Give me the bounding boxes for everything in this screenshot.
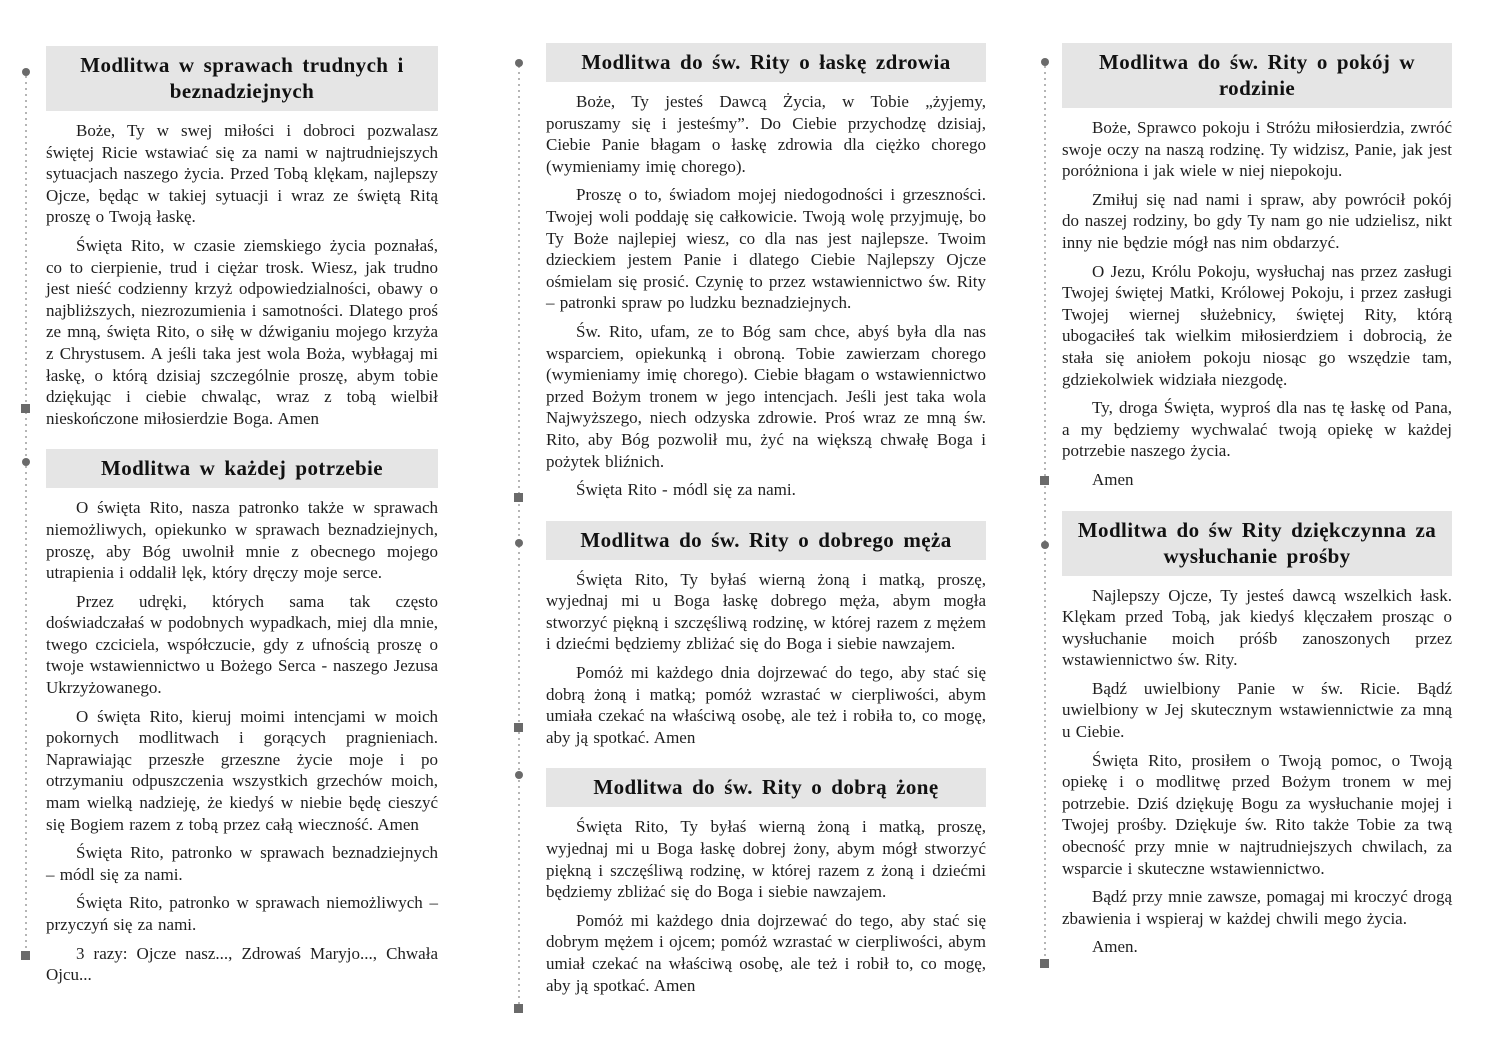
prayer-paragraph: Ty, droga Święta, wyproś dla nas tę łaskę od Pana, a my będziemy wychwalać twoją opiekę w każdej potrzebie naszego życia. — [1062, 398, 1452, 461]
prayer-title: Modlitwa do św. Rity o pokój w rodzinie — [1062, 43, 1452, 108]
prayer-title: Modlitwa do św. Rity o dobrego męża — [546, 521, 986, 560]
fold-dot-marker — [1041, 541, 1049, 549]
prayer-paragraph: Najlepszy Ojcze, Ty jesteś dawcą wszelkich łask. Klękam przed Tobą, jak kiedyś klęczałem prosząc o wysłuchanie moich próśb zanoszonych przez wstawiennictwo św. Rity. — [1062, 585, 1452, 670]
prayer-section — [1062, 511, 1452, 959]
prayer-paragraph: O Jezu, Królu Pokoju, wysłuchaj nas przez zasługi Twojej świętej Matki, Królowej Pokoju, i przez zasługi Twojej wiernej służebnicy, świętej Rity, którą ubogaciłeś tak wielkim miłosierdziem i dobrocią, że stała się aniołem pokoju niosąc go wszędzie tam, gdziekolwiek widziała niezgodę. — [1062, 261, 1452, 389]
column-middle — [546, 0, 986, 996]
prayer-section — [546, 521, 986, 749]
prayer-paragraph: O święta Rito, nasza patronko także w sprawach niemożliwych, opiekunko w sprawach beznadziejnych, proszę, aby Bóg uwolnił mnie z obecnego mojego utrapienia i oddalił lęk, który dręczy moje serce. — [46, 498, 438, 583]
fold-line-middle-2 — [1044, 60, 1046, 968]
fold-square-marker — [514, 493, 523, 502]
prayer-paragraph: Pomóż mi każdego dnia dojrzewać do tego, aby stać się dobrym mężem i ojcem; pomóż wzrastać w cierpliwości, abym umiał czekać na właściwą osobę, ale też i robił to, co mogę, aby ją spotkać. Amen — [546, 910, 986, 995]
prayer-paragraph: Amen — [1092, 469, 1134, 489]
fold-dot-marker — [22, 68, 30, 76]
prayer-section — [1062, 43, 1452, 491]
prayer-paragraph: Bądź uwielbiony Panie w św. Ricie. Bądź uwielbiony w Jej skutecznym wstawiennictwie za mną u Ciebie. — [1062, 678, 1452, 742]
prayer-paragraph: O święta Rito, kieruj moimi intencjami w moich pokornych modlitwach i gorących pragnieniach. Naprawiając przeszłe grzeszne życie moje i po otrzymaniu odpuszczenia wszystkich grzechów moich, mam wielką nadzieję, że kiedyś w niebie będę cieszyć się Bogiem razem z tobą przez całą wieczność. Amen — [46, 706, 438, 834]
fold-square-marker — [514, 1004, 523, 1013]
prayer-paragraph: Amen. — [1092, 937, 1138, 957]
prayer-title: Modlitwa do św Rity dziękczynna za wysłuchanie prośby — [1062, 511, 1452, 576]
prayer-paragraph: Bądź przy mnie zawsze, pomagaj mi kroczyć drogą zbawienia i wspieraj w każdej chwili mego życia. — [1062, 887, 1452, 928]
prayer-section — [46, 449, 438, 985]
column-left — [46, 0, 438, 986]
prayer-paragraph: Boże, Sprawco pokoju i Stróżu miłosierdzia, zwróć swoje oczy na naszą rodzinę. Ty widzisz, Panie, jak jest poróżniona i jak wiele w niej niepokoju. — [1062, 118, 1452, 181]
fold-dot-marker — [515, 59, 523, 67]
prayer-paragraph: Święta Rito, patronko w sprawach beznadziejnych – módl się za nami. — [46, 843, 438, 884]
fold-square-marker — [21, 951, 30, 960]
prayer-paragraph: Zmiłuj się nad nami i spraw, aby powrócił pokój do naszej rodziny, bo gdy Ty nam go nie udzielisz, nikt inny nie będzie mógł nas nim obdarzyć. — [1062, 189, 1452, 252]
fold-dot-marker — [1041, 58, 1049, 66]
fold-dot-marker — [515, 771, 523, 779]
prayer-section — [546, 768, 986, 996]
fold-square-marker — [1040, 476, 1049, 485]
fold-line-middle-1 — [518, 60, 520, 1010]
fold-square-marker — [21, 404, 30, 413]
fold-square-marker — [1040, 959, 1049, 968]
prayer-paragraph: Święta Rito - módl się za nami. — [576, 480, 796, 500]
prayer-section — [46, 46, 438, 429]
column-right — [1062, 0, 1452, 958]
prayer-paragraph: Święta Rito, patronko w sprawach niemożliwych – przyczyń się za nami. — [46, 893, 438, 934]
fold-dot-marker — [22, 458, 30, 466]
prayer-paragraph: Proszę o to, świadom mojej niedogodności i grzeszności. Twojej woli poddaję się całkowicie. Twoją wolę przyjmuję, bo Ty Boże najlepiej wiesz, co dla nas jest najlepsze. Twoim dzieckiem jestem Panie i dlatego Ciebie Najlepszy Ojcze ośmielam się prosić. Czynię to przez wstawiennictwo św. Rity – patronki spraw po ludzku beznadziejnych. — [546, 185, 986, 313]
prayer-title: Modlitwa do św. Rity o dobrą żonę — [546, 768, 986, 807]
prayer-paragraph: Boże, Ty w swej miłości i dobroci pozwalasz świętej Ricie wstawiać się za nami w najtrudniejszych sytuacjach naszego życia. Przed Tobą klękam, najlepszy Ojcze, będąc w takiej sytuacji i wraz ze świętą Ritą proszę o Twoją łaskę. — [46, 121, 438, 227]
prayer-paragraph: Święta Rito, w czasie ziemskiego życia poznałaś, co to cierpienie, trud i ciężar trosk. Wiesz, jak trudno jest nieść codzienny krzyż odpowiedzialności, obawy o najbliższych, niezrozumienia i samotności. Dlatego proś ze mną, święta Rito, o siłę w dźwiganiu mojego krzyża z Chrystusem. A jeśli taka jest wola Boża, wybłagaj mi łaskę, o którą dzisiaj szczególnie proszę, abym tobie dziękując i ciebie chwaląc, wraz z tobą wielbił nieskończone miłosierdzie Boga. Amen — [46, 235, 438, 428]
prayer-paragraph: Św. Rito, ufam, ze to Bóg sam chce, abyś była dla nas wsparciem, opiekunką i obroną. Tobie zawierzam chorego (wymieniamy imię chorego). Ciebie błagam o wstawiennictwo przed Bożym tronem w jego intencjach. Jeśli jest taka wola Najwyższego, niech odzyska zdrowie. Proś wraz ze mną św. Rito, aby Bóg pozwolił mu, żyć na większą chwałę Boga i pożytek bliźnich. — [546, 321, 986, 471]
prayer-title: Modlitwa do św. Rity o łaskę zdrowia — [546, 43, 986, 82]
fold-dot-marker — [515, 539, 523, 547]
prayer-paragraph: Pomóż mi każdego dnia dojrzewać do tego, aby stać się dobrą żoną i matką; pomóż wzrastać w cierpliwości, abym umiała czekać na właściwą osobę, ale też i robiła to, co mogę, aby ją spotkać. Amen — [546, 663, 986, 747]
prayer-paragraph: Święta Rito, prosiłem o Twoją pomoc, o Twoją opiekę i o modlitwę przed Bożym tronem w mej potrzebie. Dziś dziękuję Bogu za wysłuchanie mojej i Twojej prośby. Dziękuje św. Rito także Tobie za twą obecność przy mnie w najtrudniejszych chwilach, za wsparcie i skuteczne wstawiennictwo. — [1062, 750, 1452, 878]
prayer-paragraph: 3 razy: Ojcze nasz..., Zdrowaś Maryjo..., Chwała Ojcu... — [46, 943, 438, 985]
prayer-title: Modlitwa w każdej potrzebie — [46, 449, 438, 488]
prayer-paragraph: Święta Rito, Ty byłaś wierną żoną i matką, proszę, wyjednaj mi u Boga łaskę dobrego męża, abym mogła stworzyć piękną i szczęśliwą rodzinę, w której razem z mężem i dziećmi będziemy zbliżać się do Boga i siebie nawzajem. — [546, 569, 986, 654]
prayer-paragraph: Święta Rito, Ty byłaś wierną żoną i matką, proszę, wyjednaj mi u Boga łaskę dobrej żony, abym mógł stworzyć piękną i szczęśliwą rodzinę, w której razem z żoną i dziećmi będziemy zbliżać się do Boga i siebie nawzajem. — [546, 817, 986, 902]
prayer-section — [546, 43, 986, 501]
prayer-title: Modlitwa w sprawach trudnych i beznadziejnych — [46, 46, 438, 111]
prayer-paragraph: Przez udręki, których sama tak często doświadczałaś w podobnych wypadkach, miej dla mnie, twego czciciela, współczucie, gdy z ufnością proszę o twoje wstawiennictwo u Bożego Serca - naszego Jezusa Ukrzyżowanego. — [46, 591, 438, 698]
fold-line-left — [25, 70, 27, 958]
fold-square-marker — [514, 723, 523, 732]
prayer-paragraph: Boże, Ty jesteś Dawcą Życia, w Tobie „żyjemy, poruszamy się i jesteśmy”. Do Ciebie przychodzę dzisiaj, Ciebie Panie błagam o łaskę zdrowia dla ciężko chorego (wymieniamy imię chorego). — [546, 92, 986, 176]
